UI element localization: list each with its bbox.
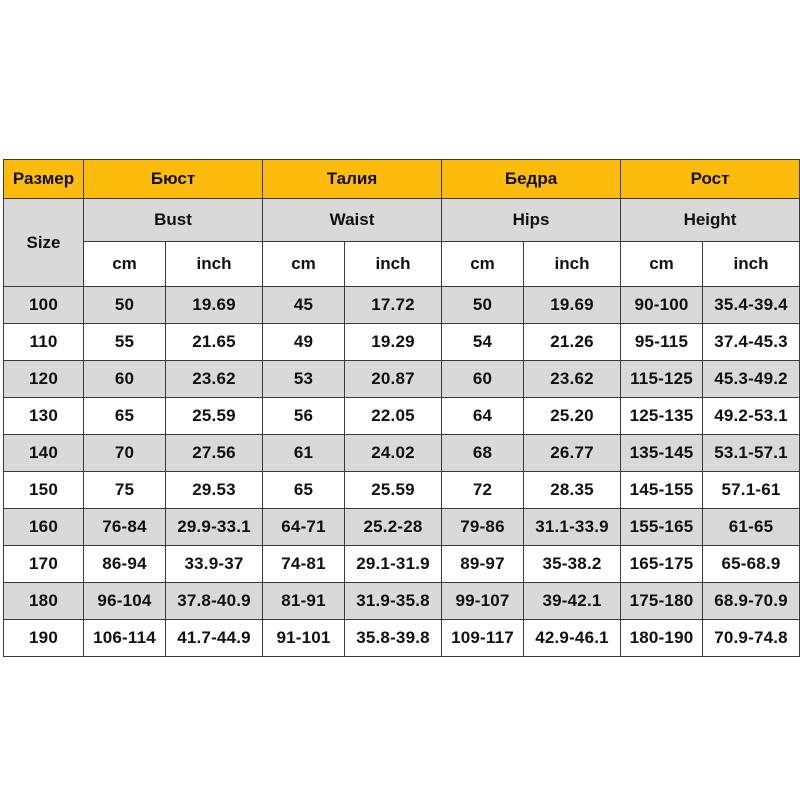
- cell-hips-inch: 39-42.1: [524, 583, 621, 620]
- cell-waist-inch: 25.2-28: [345, 509, 442, 546]
- cell-waist-inch: 24.02: [345, 435, 442, 472]
- cell-hips-inch: 21.26: [524, 324, 621, 361]
- cell-waist-inch: 19.29: [345, 324, 442, 361]
- table-row: [4, 620, 800, 657]
- cell-waist-cm: 81-91: [263, 583, 345, 620]
- cell-hips-inch: 35-38.2: [524, 546, 621, 583]
- cell-bust-inch: 23.62: [166, 361, 263, 398]
- cell-bust-inch: 41.7-44.9: [166, 620, 263, 657]
- cell-hips-inch: 42.9-46.1: [524, 620, 621, 657]
- cell-height-cm: 125-135: [621, 398, 703, 435]
- cell-bust-inch: 37.8-40.9: [166, 583, 263, 620]
- cell-size: 180: [4, 583, 84, 620]
- cell-hips-inch: 19.69: [524, 287, 621, 324]
- cell-bust-inch: 33.9-37: [166, 546, 263, 583]
- cell-hips-inch: 28.35: [524, 472, 621, 509]
- cell-hips-cm: 68: [442, 435, 524, 472]
- table-row: [4, 546, 800, 583]
- cell-size: 120: [4, 361, 84, 398]
- cell-waist-inch: 35.8-39.8: [345, 620, 442, 657]
- cell-bust-cm: 96-104: [84, 583, 166, 620]
- cell-height-inch: 49.2-53.1: [703, 398, 800, 435]
- unit-waist-inch: inch: [345, 242, 442, 287]
- cell-height-cm: 175-180: [621, 583, 703, 620]
- cell-height-inch: 53.1-57.1: [703, 435, 800, 472]
- cell-hips-cm: 50: [442, 287, 524, 324]
- cell-hips-inch: 31.1-33.9: [524, 509, 621, 546]
- table-row: [4, 398, 800, 435]
- cell-size: 150: [4, 472, 84, 509]
- cell-bust-cm: 106-114: [84, 620, 166, 657]
- cell-waist-inch: 31.9-35.8: [345, 583, 442, 620]
- cell-height-cm: 135-145: [621, 435, 703, 472]
- cell-waist-cm: 49: [263, 324, 345, 361]
- cell-bust-cm: 55: [84, 324, 166, 361]
- data-rows: [4, 287, 800, 657]
- cell-waist-cm: 61: [263, 435, 345, 472]
- cell-hips-inch: 23.62: [524, 361, 621, 398]
- cell-height-inch: 65-68.9: [703, 546, 800, 583]
- cell-hips-cm: 72: [442, 472, 524, 509]
- cell-size: 170: [4, 546, 84, 583]
- cell-size: 190: [4, 620, 84, 657]
- cell-hips-cm: 79-86: [442, 509, 524, 546]
- table-row: [4, 361, 800, 398]
- cell-height-cm: 145-155: [621, 472, 703, 509]
- units-row: [4, 242, 800, 287]
- table-row: [4, 287, 800, 324]
- cell-bust-cm: 60: [84, 361, 166, 398]
- cell-height-cm: 165-175: [621, 546, 703, 583]
- cell-waist-inch: 29.1-31.9: [345, 546, 442, 583]
- cell-hips-cm: 64: [442, 398, 524, 435]
- header-hips-en: Hips: [442, 199, 621, 242]
- cell-height-inch: 68.9-70.9: [703, 583, 800, 620]
- cell-size: 140: [4, 435, 84, 472]
- cell-size: 160: [4, 509, 84, 546]
- unit-bust-cm: cm: [84, 242, 166, 287]
- cell-bust-inch: 29.53: [166, 472, 263, 509]
- header-bust-ru: Бюст: [84, 160, 263, 199]
- unit-hips-cm: cm: [442, 242, 524, 287]
- unit-bust-inch: inch: [166, 242, 263, 287]
- unit-waist-cm: cm: [263, 242, 345, 287]
- cell-hips-cm: 60: [442, 361, 524, 398]
- cell-bust-inch: 27.56: [166, 435, 263, 472]
- header-height-en: Height: [621, 199, 800, 242]
- cell-waist-inch: 17.72: [345, 287, 442, 324]
- cell-hips-cm: 89-97: [442, 546, 524, 583]
- header-waist-en: Waist: [263, 199, 442, 242]
- table-row: [4, 324, 800, 361]
- cell-height-inch: 70.9-74.8: [703, 620, 800, 657]
- header-row-russian: [4, 160, 800, 199]
- cell-bust-inch: 25.59: [166, 398, 263, 435]
- cell-bust-cm: 86-94: [84, 546, 166, 583]
- cell-waist-cm: 53: [263, 361, 345, 398]
- cell-waist-cm: 91-101: [263, 620, 345, 657]
- header-size-ru: Размер: [4, 160, 84, 199]
- table-row: [4, 509, 800, 546]
- cell-height-cm: 155-165: [621, 509, 703, 546]
- cell-height-inch: 35.4-39.4: [703, 287, 800, 324]
- cell-height-inch: 61-65: [703, 509, 800, 546]
- cell-height-cm: 115-125: [621, 361, 703, 398]
- header-row-english: [4, 199, 800, 242]
- header-bust-en: Bust: [84, 199, 263, 242]
- cell-waist-inch: 22.05: [345, 398, 442, 435]
- cell-waist-inch: 25.59: [345, 472, 442, 509]
- table-row: [4, 472, 800, 509]
- cell-hips-inch: 25.20: [524, 398, 621, 435]
- cell-bust-cm: 75: [84, 472, 166, 509]
- size-chart-table: [3, 159, 800, 657]
- cell-bust-cm: 70: [84, 435, 166, 472]
- cell-bust-cm: 65: [84, 398, 166, 435]
- cell-size: 100: [4, 287, 84, 324]
- cell-height-cm: 90-100: [621, 287, 703, 324]
- cell-hips-cm: 54: [442, 324, 524, 361]
- unit-height-cm: cm: [621, 242, 703, 287]
- header-waist-ru: Талия: [263, 160, 442, 199]
- header-size-en: Size: [4, 199, 84, 287]
- cell-bust-cm: 50: [84, 287, 166, 324]
- cell-hips-inch: 26.77: [524, 435, 621, 472]
- cell-hips-cm: 109-117: [442, 620, 524, 657]
- cell-size: 110: [4, 324, 84, 361]
- cell-waist-cm: 65: [263, 472, 345, 509]
- cell-height-inch: 37.4-45.3: [703, 324, 800, 361]
- cell-waist-cm: 45: [263, 287, 345, 324]
- table-row: [4, 435, 800, 472]
- cell-bust-inch: 29.9-33.1: [166, 509, 263, 546]
- cell-bust-cm: 76-84: [84, 509, 166, 546]
- cell-bust-inch: 21.65: [166, 324, 263, 361]
- cell-waist-cm: 56: [263, 398, 345, 435]
- cell-size: 130: [4, 398, 84, 435]
- header-hips-ru: Бедра: [442, 160, 621, 199]
- cell-waist-cm: 74-81: [263, 546, 345, 583]
- cell-height-inch: 57.1-61: [703, 472, 800, 509]
- cell-height-cm: 95-115: [621, 324, 703, 361]
- unit-hips-inch: inch: [524, 242, 621, 287]
- cell-waist-cm: 64-71: [263, 509, 345, 546]
- cell-waist-inch: 20.87: [345, 361, 442, 398]
- table-row: [4, 583, 800, 620]
- cell-height-cm: 180-190: [621, 620, 703, 657]
- cell-bust-inch: 19.69: [166, 287, 263, 324]
- cell-height-inch: 45.3-49.2: [703, 361, 800, 398]
- cell-hips-cm: 99-107: [442, 583, 524, 620]
- unit-height-inch: inch: [703, 242, 800, 287]
- header-height-ru: Рост: [621, 160, 800, 199]
